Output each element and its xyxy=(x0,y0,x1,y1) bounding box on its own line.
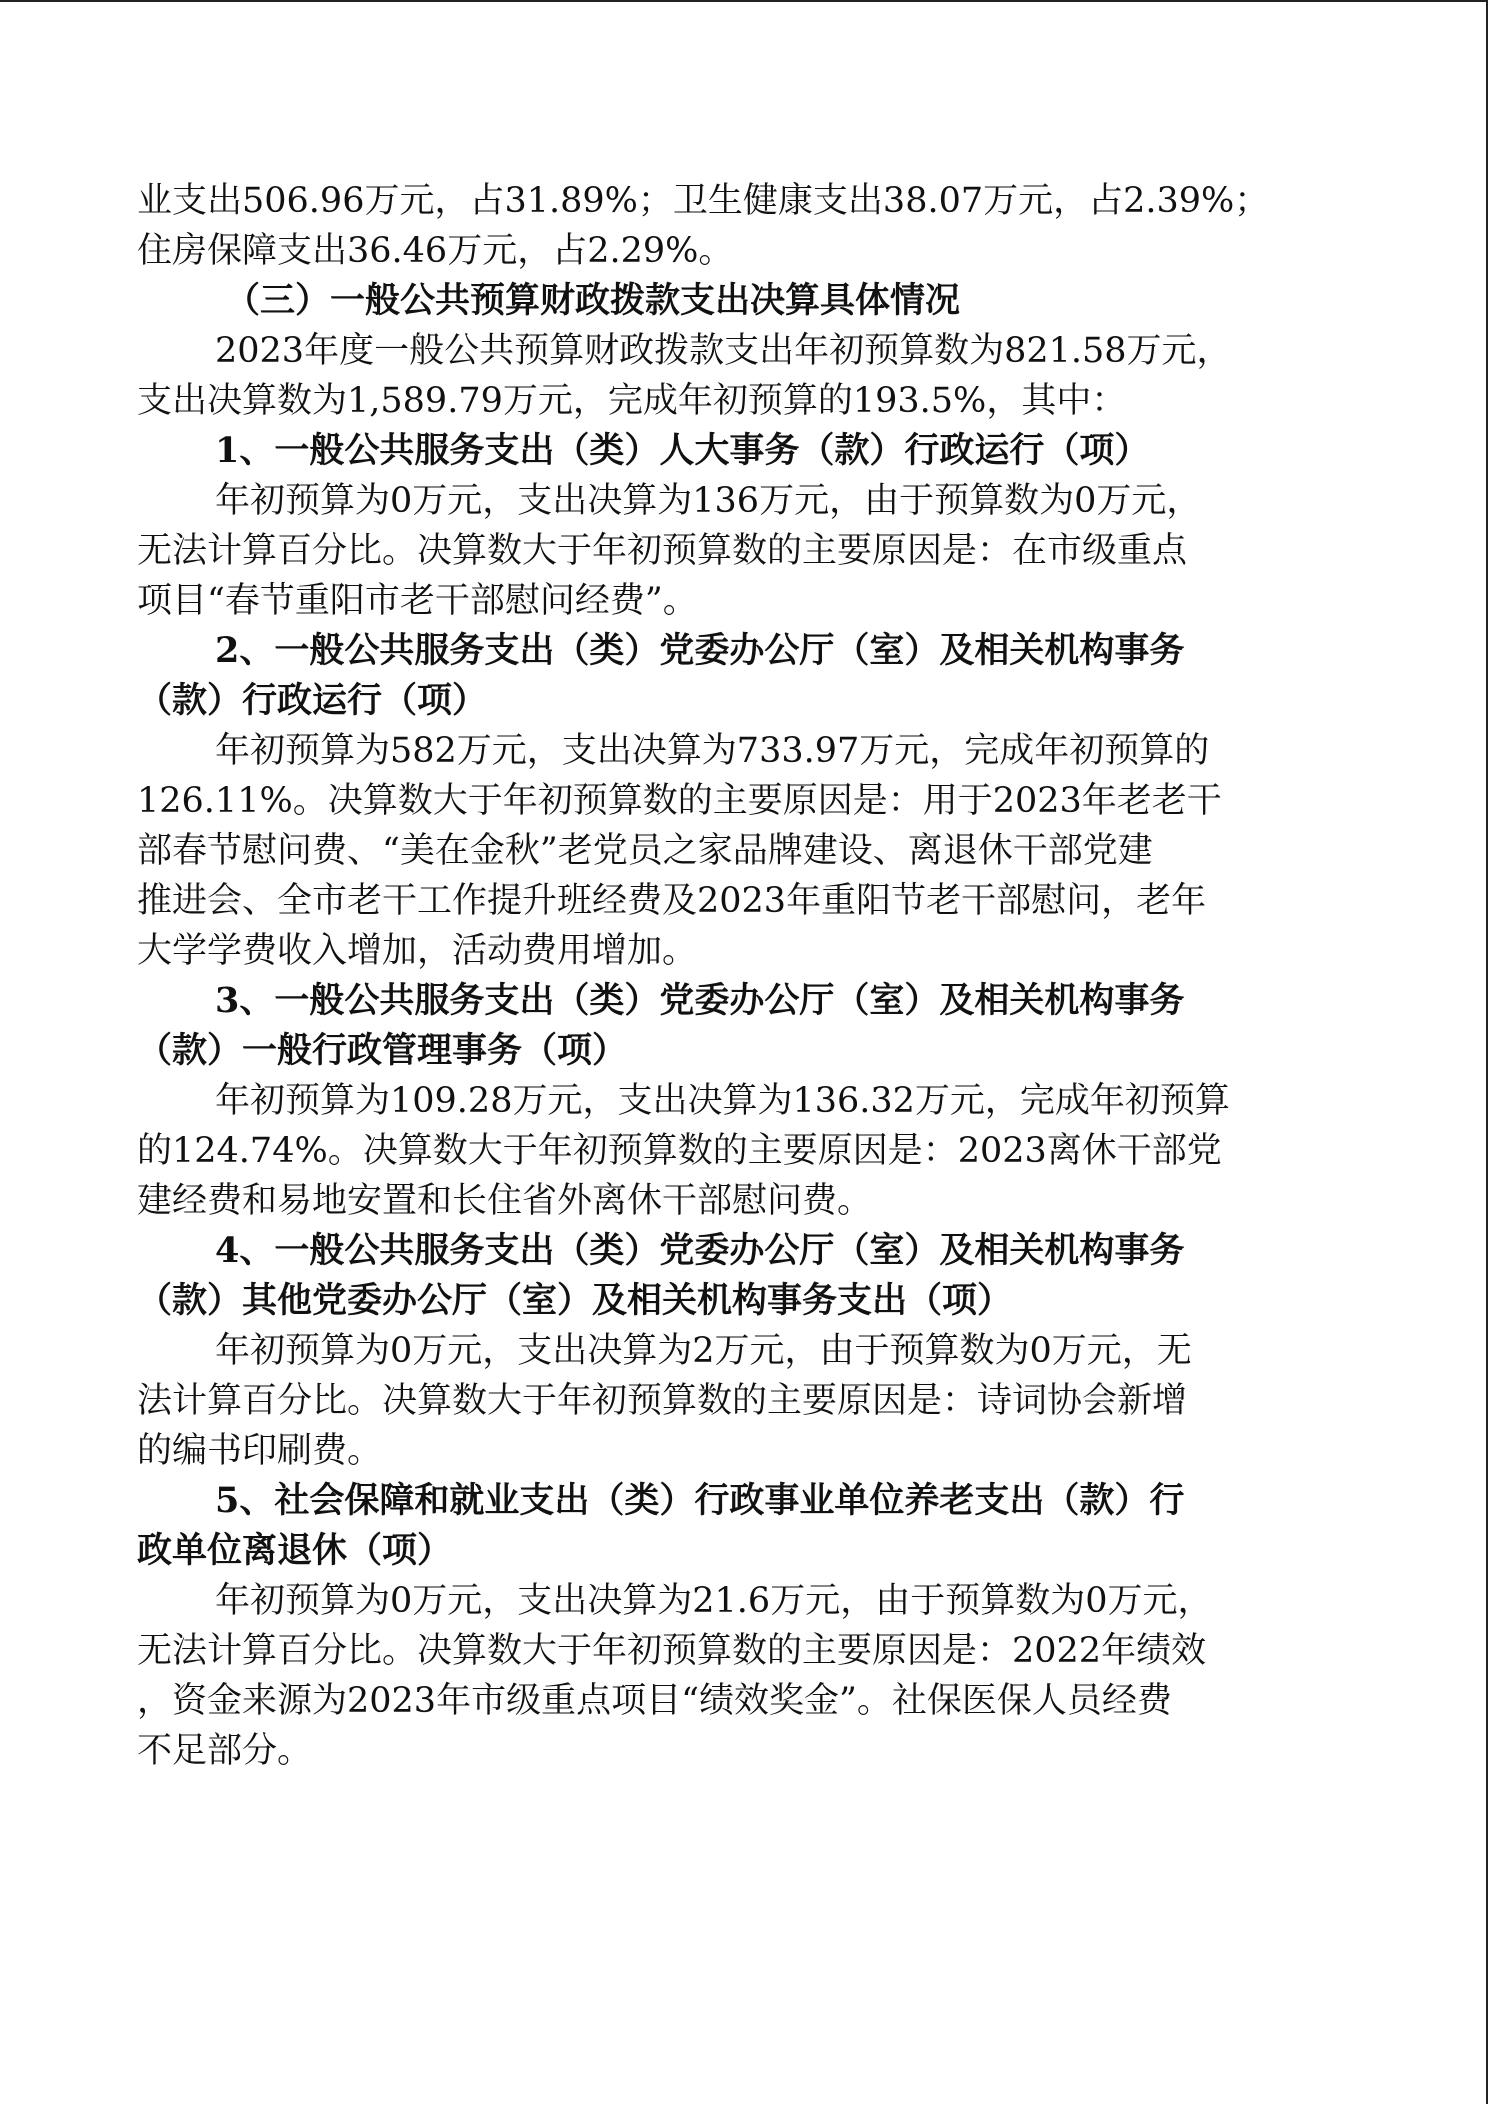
item-heading-continued: 政单位离退休（项） xyxy=(137,1530,453,1571)
text-line: 的124.74%。决算数大于年初预算数的主要原因是：2023离休干部党 xyxy=(137,1131,1222,1171)
text-line: 不足部分。 xyxy=(137,1731,313,1771)
paragraph-first-line: 2023年度一般公共预算财政拨款支出年初预算数为821.58万元， xyxy=(215,331,1232,371)
text-line: 法计算百分比。决算数大于年初预算数的主要原因是：诗词协会新增 xyxy=(137,1381,1188,1421)
text-line: 大学学费收入增加，活动费用增加。 xyxy=(137,931,698,971)
item-heading: 3、一般公共服务支出（类）党委办公厅（室）及相关机构事务 xyxy=(215,980,1185,1021)
text-line: 126.11%。决算数大于年初预算数的主要原因是：用于2023年老老干 xyxy=(137,781,1222,821)
text-line: 的编书印刷费。 xyxy=(137,1431,383,1471)
text-line: 住房保障支出36.46万元，占2.29%。 xyxy=(137,231,734,271)
paragraph-first-line: 年初预算为0万元，支出决算为21.6万元，由于预算数为0万元， xyxy=(215,1581,1213,1621)
text-line: 支出决算数为1,589.79万元，完成年初预算的193.5%，其中： xyxy=(137,381,1127,421)
item-heading: 1、一般公共服务支出（类）人大事务（款）行政运行（项） xyxy=(215,430,1150,471)
text-line: 无法计算百分比。决算数大于年初预算数的主要原因是：在市级重点 xyxy=(137,531,1188,571)
text-line: 项目“春节重阳市老干部慰问经费”。 xyxy=(137,581,698,621)
paragraph-first-line: 年初预算为582万元，支出决算为733.97万元，完成年初预算的 xyxy=(215,731,1210,771)
paragraph-first-line: 年初预算为0万元，支出决算为136万元，由于预算数为0万元， xyxy=(215,481,1202,521)
item-heading-continued: （款）其他党委办公厅（室）及相关机构事务支出（项） xyxy=(137,1280,1013,1321)
text-line: 部春节慰问费、“美在金秋”老党员之家品牌建设、离退休干部党建 xyxy=(137,831,1153,871)
item-heading-continued: （款）行政运行（项） xyxy=(137,680,488,721)
item-heading: 5、社会保障和就业支出（类）行政事业单位养老支出（款）行 xyxy=(215,1480,1185,1521)
text-line: ，资金来源为2023年市级重点项目“绩效奖金”。社保医保人员经费 xyxy=(137,1681,1172,1721)
text-line: 无法计算百分比。决算数大于年初预算数的主要原因是：2022年绩效 xyxy=(137,1631,1207,1671)
paragraph-first-line: 年初预算为109.28万元，支出决算为136.32万元，完成年初预算 xyxy=(215,1081,1230,1121)
document-body xyxy=(137,176,1347,1776)
item-heading: 4、一般公共服务支出（类）党委办公厅（室）及相关机构事务 xyxy=(215,1230,1185,1271)
text-line: 业支出506.96万元，占31.89%；卫生健康支出38.07万元，占2.39%； xyxy=(137,181,1270,221)
item-heading-continued: （款）一般行政管理事务（项） xyxy=(137,1030,628,1071)
section-heading: （三）一般公共预算财政拨款支出决算具体情况 xyxy=(225,280,961,321)
paragraph-first-line: 年初预算为0万元，支出决算为2万元，由于预算数为0万元，无 xyxy=(215,1331,1192,1371)
text-line: 推进会、全市老干工作提升班经费及2023年重阳节老干部慰问，老年 xyxy=(137,881,1207,921)
item-heading: 2、一般公共服务支出（类）党委办公厅（室）及相关机构事务 xyxy=(215,630,1185,671)
text-line: 建经费和易地安置和长住省外离休干部慰问费。 xyxy=(137,1181,873,1221)
